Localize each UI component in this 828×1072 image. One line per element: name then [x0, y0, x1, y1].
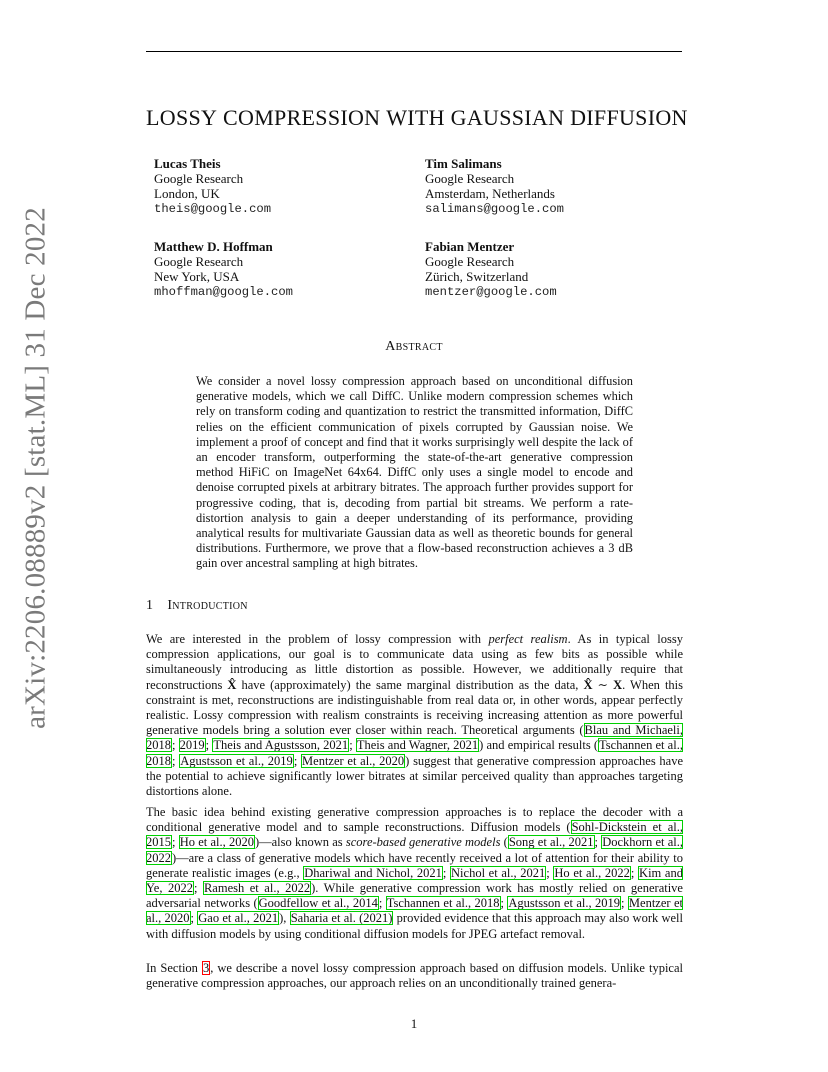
- citation-link[interactable]: Ramesh et al., 2022: [203, 881, 311, 896]
- intro-paragraph-1: We are interested in the problem of lossy compression with perfect realism. As in typical lossy compression applications, our goal is to communicate data using as few bits as possible while simultaneously introducing as little distortion as possible. However, we additionally require that reconstructions X̂ have (approximately) the same marginal distribution as the data, X̂ ∼ X. When this constraint is met, reconstructions are indistinguishable from real data or, in other words, appear perfectly realistic. Lossy compression with realism constraints is receiving increasing attention as more powerful generative models bring a solution ever closer within reach. Theoretical arguments (Blau and Michaeli, 2018; 2019; Theis and Agustsson, 2021; Theis and Wagner, 2021) and empirical results (Tschannen et al., 2018; Agustsson et al., 2019; Mentzer et al., 2020) suggest that generative compression approaches have the potential to achieve significantly lower bitrates at similar perceived quality than approaches targeting distortions alone.: [146, 632, 684, 799]
- section-title: Introduction: [167, 598, 248, 613]
- author-location: New York, USA: [154, 269, 240, 285]
- intro-paragraph-2: The basic idea behind existing generative compression approaches is to replace the decoder with a conditional generative model and to sample reconstructions. Diffusion models (Sohl-Dickstein et al., 2015; Ho et al., 2020)—also known as score-based generative models (Song et al., 2021; Dockhorn et al., 2022)—are a class of generative models which have recently received a lot of attention for their ability to generate realistic images (e.g., Dhariwal and Nichol, 2021; Nichol et al., 2021; Ho et al., 2022; Kim and Ye, 2022; Ramesh et al., 2022). While generative compression work has mostly relied on generative adversarial networks (Goodfellow et al., 2014; Tschannen et al., 2018; Agustsson et al., 2019; Mentzer et al., 2020; Gao et al., 2021), Saharia et al. (2021) provided evidence that this approach may also work well with diffusion models by using conditional diffusion models for JPEG artefact removal.: [146, 805, 683, 941]
- citation-link[interactable]: Tschannen et al., 2018: [146, 738, 683, 768]
- citation-link[interactable]: Goodfellow et al., 2014: [258, 896, 378, 911]
- citation-link[interactable]: Ho et al., 2020: [179, 835, 254, 850]
- citation-link[interactable]: Gao et al., 2021: [198, 911, 279, 926]
- citation-link[interactable]: Theis and Wagner, 2021: [356, 738, 479, 753]
- citation-link[interactable]: Mentzer et al., 2020: [302, 753, 405, 768]
- citation-link[interactable]: 2019: [179, 738, 205, 753]
- author-name: Lucas Theis: [154, 156, 221, 171]
- citation-link[interactable]: Tschannen et al., 2018: [386, 896, 500, 911]
- author-affiliation: Google Research: [425, 171, 515, 187]
- section-heading-introduction: [146, 598, 248, 614]
- section-reference-link[interactable]: 3: [202, 961, 210, 975]
- section-number: 1: [146, 598, 154, 613]
- author-location: Zürich, Switzerland: [425, 269, 529, 285]
- author-affiliation: Google Research: [154, 254, 244, 270]
- citation-link[interactable]: Agustsson et al., 2019: [180, 753, 293, 768]
- citation-link[interactable]: Blau and Michaeli, 2018: [146, 723, 683, 753]
- citation-link[interactable]: Kim and Ye, 2022: [146, 865, 683, 896]
- author-email[interactable]: theis@google.com: [154, 201, 272, 216]
- author-name: Tim Salimans: [425, 156, 502, 171]
- abstract-text: We consider a novel lossy compression approach based on unconditional diffusion generative models, which we call DiffC. Unlike modern compression schemes which rely on transform coding and quantization to restrict the transmitted information, DiffC relies on the efficient communication of pixels corrupted by Gaussian noise. We implement a proof of concept and find that it works surprisingly well despite the lack of an encoder transform, outperforming the state-of-the-art generative compression method HiFiC on ImageNet 64x64. DiffC only uses a single model to encode and denoise corrupted pixels at arbitrary bitrates. The approach further provides support for progressive coding, that is, decoding from partial bit streams. We perform a rate-distortion analysis to gain a deeper understanding of its performance, providing analytical results for multivariate Gaussian data as well as theoretic bounds for general distributions. Furthermore, we prove that a flow-based reconstruction achieves a 3 dB gain over ancestral sampling at high bitrates.: [196, 374, 633, 571]
- author-block-mentzer: [425, 239, 557, 300]
- citation-link[interactable]: Dhariwal and Nichol, 2021: [304, 865, 442, 880]
- author-block-hoffman: [154, 239, 293, 300]
- abstract-heading: Abstract: [385, 339, 443, 354]
- citation-link[interactable]: Theis and Agustsson, 2021: [213, 738, 349, 753]
- author-block-theis: [154, 156, 271, 217]
- page-number: 1: [410, 1016, 418, 1031]
- author-email[interactable]: mhoffman@google.com: [154, 284, 293, 299]
- author-email[interactable]: salimans@google.com: [425, 201, 564, 216]
- citation-link[interactable]: Nichol et al., 2021: [451, 865, 546, 880]
- arxiv-identifier: arXiv:2206.08889v2 [stat.ML] 31 Dec 2022: [19, 207, 52, 729]
- citation-link[interactable]: Mentzer et al., 2020: [146, 896, 683, 926]
- citation-link[interactable]: Agustsson et al., 2019: [508, 896, 621, 911]
- author-affiliation: Google Research: [425, 254, 515, 270]
- author-email[interactable]: mentzer@google.com: [425, 284, 557, 299]
- paper-title: LOSSY COMPRESSION WITH GAUSSIAN DIFFUSION: [146, 105, 688, 130]
- header-rule: [146, 51, 682, 52]
- author-name: Matthew D. Hoffman: [154, 239, 273, 254]
- citation-link[interactable]: Ho et al., 2022: [554, 865, 630, 880]
- intro-paragraph-3: In Section 3, we describe a novel lossy compression approach based on diffusion models. Unlike typical generative compression approaches, our approach relies on an unconditionally trained genera-: [146, 961, 683, 991]
- citation-link[interactable]: Song et al., 2021: [508, 835, 594, 850]
- author-affiliation: Google Research: [154, 171, 244, 187]
- author-name: Fabian Mentzer: [425, 239, 515, 254]
- citation-link[interactable]: Dockhorn et al., 2022: [146, 835, 683, 865]
- author-location: London, UK: [154, 186, 220, 202]
- author-location: Amsterdam, Netherlands: [425, 186, 555, 202]
- citation-link[interactable]: Sohl-Dickstein et al., 2015: [146, 820, 683, 850]
- citation-link[interactable]: Saharia et al. (2021): [290, 911, 393, 926]
- author-block-salimans: [425, 156, 564, 217]
